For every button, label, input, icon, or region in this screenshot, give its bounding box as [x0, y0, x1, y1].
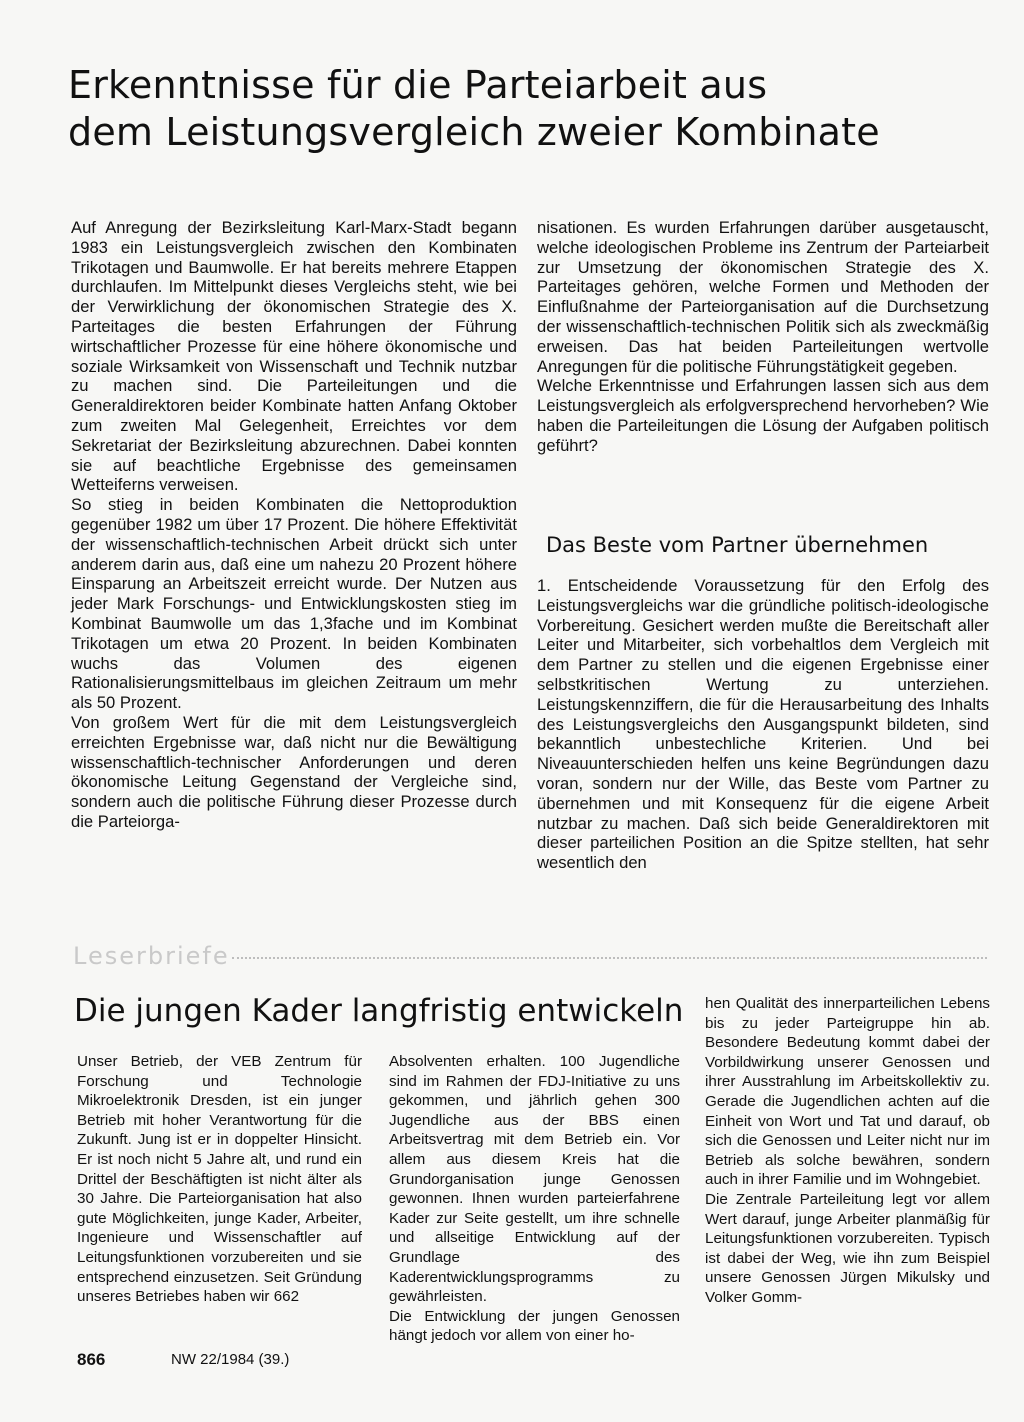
letter-column-1 — [77, 1052, 362, 1307]
letter-column-3 — [705, 994, 990, 1308]
paragraph: So stieg in beiden Kombinaten die Nettoproduktion gegenüber 1982 um über 17 Prozent. Die höhere Effektivität der wissenschaftlich-technischen Arbeit drückt sich unter anderem darin aus, daß eine um nahezu 20 Prozent höhere Einsparung an Arbeitszeit erreicht wurde. Der Nutzen aus jeder Mark Forschungs- und Entwicklungskosten stieg im Kombinat Baumwolle um das 1,3fache und im Kombinat Trikotagen um etwa 20 Prozent. In beiden Kombinaten wuchs das Volumen des eigenen Rationalisierungsmittelbaus im gleichen Zeitraum um mehr als 50 Prozent. — [71, 495, 517, 713]
article-column-right-continued — [537, 576, 989, 873]
paragraph: Unser Betrieb, der VEB Zentrum für Forschung und Technologie Mikroelektronik Dresden, ist ein junger Betrieb mit hoher Verantwortung für die Zukunft. Jung ist er in doppelter Hinsicht. Er ist noch nicht 5 Jahre alt, und rund ein Drittel der Beschäftigten ist nicht älter als 30 Jahre. Die Parteiorganisation hat also gute Möglichkeiten, junge Kader, Arbeiter, Ingenieure und Wissenschaftler auf Leitungsfunktionen vorzubereiten und sie entsprechend einzusetzen. Seit Gründung unseres Betriebes haben wir 662 — [77, 1053, 362, 1306]
page-number: 866 — [77, 1350, 106, 1369]
section-divider — [232, 957, 987, 959]
paragraph: nisationen. Es wurden Erfahrungen darüber ausgetauscht, welche ideologischen Probleme ins Zentrum der Parteiarbeit zur Umsetzung der ökonomischen Strategie des X. Parteitages gehören, welche Formen und Methoden der Einflußnahme der Parteiorganisation auf die Durchsetzung der wissenschaftlich-technischen Politik sich als zweckmäßig erweisen. Das hat beiden Parteileitungen wertvolle Anregungen für die politische Führungstätigkeit gegeben. — [537, 218, 989, 376]
issue-reference: NW 22/1984 (39.) — [171, 1351, 290, 1368]
section-label: Leserbriefe — [73, 942, 230, 970]
paragraph: 1. Entscheidende Voraussetzung für den Erfolg des Leistungsvergleichs war die gründliche politisch-ideologische Vorbereitung. Gesichert werden mußte die Bereitschaft aller Leiter und Mitarbeiter, sich vorbehaltlos dem Vergleich mit dem Partner zu stellen und die eigenen Ergebnisse einer selbstkritischen Wertung zu unterziehen. Leistungskennziffern, die für die Herausarbeitung des Inhalts des Leistungsvergleichs den Ausgangspunkt bildeten, sind bekanntlich unbestechliche Kriterien. Und bei Niveauunterschieden helfen uns keine Begründungen dazu voran, sondern nur der Wille, das Beste vom Partner zu übernehmen und mit Konsequenz für die eigene Arbeit nutzbar zu machen. Daß sich beide Generaldirektoren mit dieser parteilichen Position an die Spitze stellten, hat sehr wesentlich den — [537, 576, 989, 873]
article-column-right — [537, 218, 989, 456]
article-column-left — [71, 218, 517, 832]
paragraph: Auf Anregung der Bezirksleitung Karl-Marx-Stadt begann 1983 ein Leistungsvergleich zwischen den Kombinaten Trikotagen und Baumwolle. Er hat bereits mehrere Etappen durchlaufen. Im Mittelpunkt dieses Vergleichs steht, wie bei der Verwirklichung der ökonomischen Strategie des X. Parteitages die besten Erfahrungen der Führung wirtschaftlicher Prozesse für eine höhere ökonomische und soziale Wirksamkeit von Wissenschaft und Technik nutzbar zu machen sind. Die Parteileitungen und die Generaldirektoren beider Kombinate hatten Anfang Oktober zum zweiten Mal Gelegenheit, Erreichtes vor dem Sekretariat der Bezirksleitung abzurechnen. Dabei konnten sie auf beachtliche Ergebnisse des gemeinsamen Wetteiferns verweisen. — [71, 218, 517, 495]
paragraph: hen Qualität des innerparteilichen Lebens bis zu jeder Parteigruppe hin ab. Besondere Bedeutung kommt dabei der Vorbildwirkung unserer Genossen und ihrer Ausstrahlung im Arbeitskollektiv zu. Gerade die Jugendlichen achten auf die Einheit von Wort und Tat und darauf, ob sich die Genossen und Leiter nicht nur im Betrieb als solche bewähren, sondern auch in ihrer Familie und im Wohngebiet. — [705, 995, 990, 1189]
paragraph: Absolventen erhalten. 100 Jugendliche sind im Rahmen der FDJ-Initiative zu uns gekommen, und jährlich gehen 300 Jugendliche aus der BBS einen Arbeitsvertrag mit dem Betrieb ein. Vor allem aus diesem Kreis hat die Grundorganisation junge Genossen gewonnen. Ihnen wurden parteierfahrene Kader zur Seite gestellt, um ihre schnelle und allseitige Entwicklung auf der Grundlage des Kaderentwicklungsprogramms zu gewährleisten. — [389, 1053, 680, 1306]
paragraph: Welche Erkenntnisse und Erfahrungen lassen sich aus dem Leistungsvergleich als erfolgversprechend hervorheben? Wie haben die Parteileitungen die Lösung der Aufgaben politisch geführt? — [537, 376, 989, 455]
paragraph: Die Zentrale Parteileitung legt vor allem Wert darauf, junge Arbeiter planmäßig für Leitungsfunktionen vorzubereiten. Typisch ist dabei der Weg, wie ihn zum Beispiel unsere Genossen Jürgen Mikulsky und Volker Gomm- — [705, 1190, 990, 1306]
headline-line-1: Erkenntnisse für die Parteiarbeit aus — [68, 63, 768, 107]
paragraph: Die Entwicklung der jungen Genossen hängt jedoch vor allem von einer ho- — [389, 1307, 680, 1345]
headline-line-2: dem Leistungsvergleich zweier Kombinate — [68, 110, 880, 154]
article-headline — [68, 62, 968, 156]
letter-headline: Die jungen Kader langfristig entwickeln — [74, 993, 684, 1029]
section-subheading: Das Beste vom Partner übernehmen — [546, 533, 929, 557]
letter-column-2 — [389, 1052, 680, 1346]
paragraph: Von großem Wert für die mit dem Leistungsvergleich erreichten Ergebnisse war, daß nicht nur die Bewältigung wissenschaftlich-technischer Anforderungen und deren ökonomische Leitung Gegenstand der Vergleiche sind, sondern auch die politische Führung dieser Prozesse durch die Parteiorga- — [71, 712, 517, 831]
